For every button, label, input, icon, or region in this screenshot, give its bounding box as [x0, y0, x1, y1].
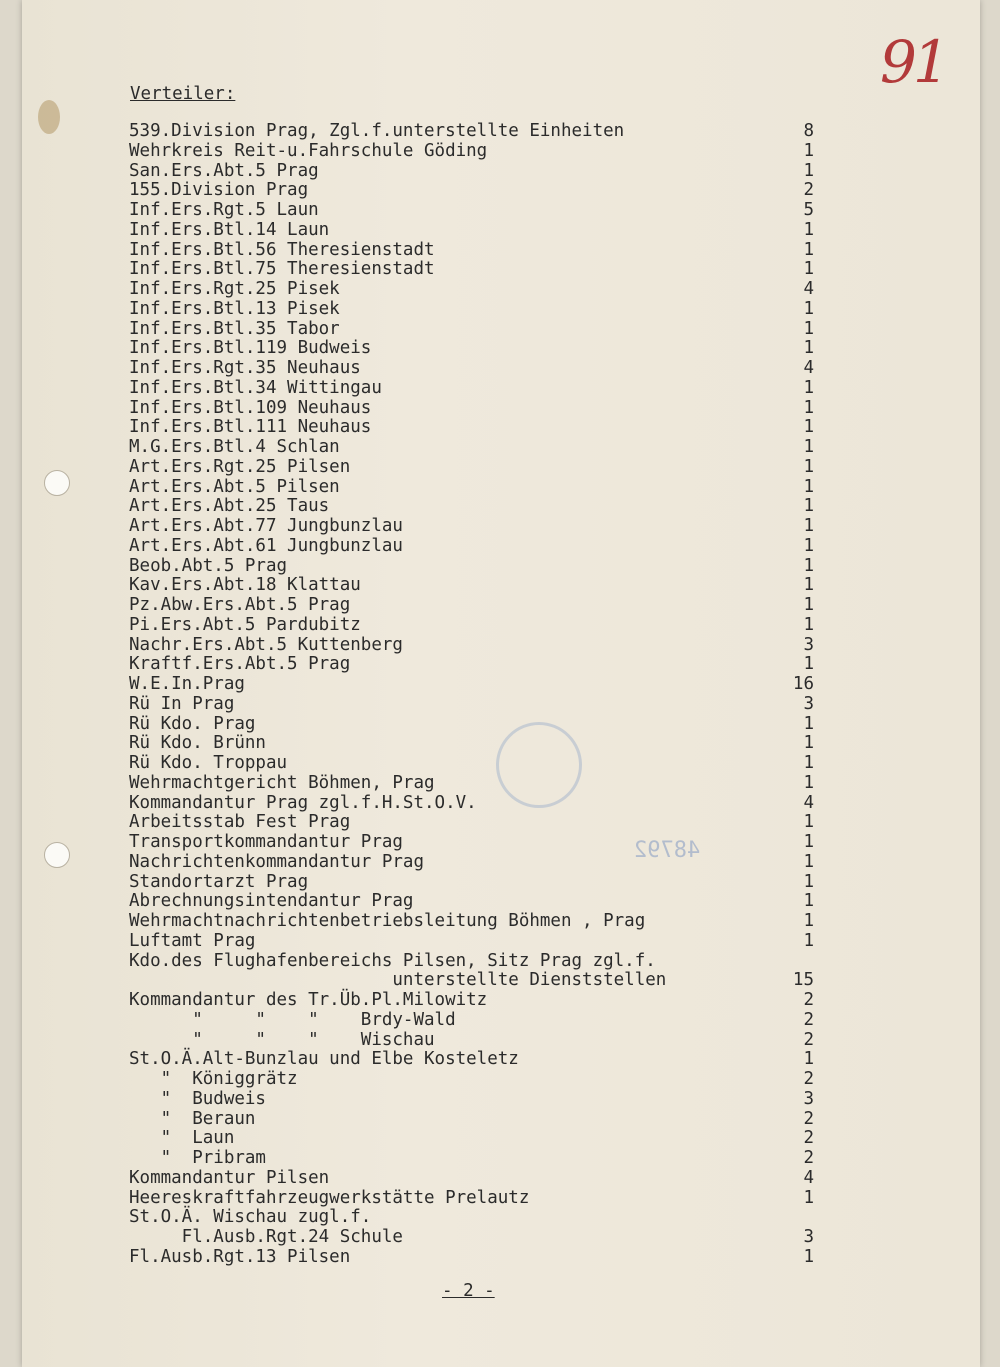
entry-recipient: Kommandantur Prag zgl.f.H.St.O.V. [129, 792, 477, 813]
entry-count: 4 [803, 1167, 814, 1188]
entry-recipient: " Budweis [129, 1088, 266, 1109]
entry-count: 1 [803, 476, 814, 497]
entry-count: 1 [803, 1187, 814, 1208]
entry-count: 1 [803, 753, 814, 773]
stamp-number: 48792 [634, 838, 701, 863]
distribution-entry [22, 774, 980, 794]
entry-recipient: Inf.Ers.Rgt.5 Laun [129, 200, 319, 220]
distribution-entry [22, 339, 980, 359]
distribution-entry [22, 892, 980, 912]
entry-count: 2 [803, 1029, 814, 1050]
distribution-entry [22, 1070, 980, 1090]
distribution-entry [22, 1189, 980, 1209]
distribution-entry [22, 1228, 980, 1248]
entry-count: 1 [803, 496, 814, 517]
distribution-entry [22, 1149, 980, 1169]
entry-count: 1 [803, 733, 814, 754]
distribution-entry [22, 1129, 980, 1149]
distribution-entry [22, 794, 980, 814]
distribution-entry [22, 260, 980, 280]
entry-count: 2 [803, 1069, 814, 1089]
distribution-entry [22, 1090, 980, 1110]
distribution-entry [22, 715, 980, 735]
entry-count: 3 [803, 634, 814, 655]
distribution-entry [22, 241, 980, 261]
entry-count: 1 [803, 219, 814, 240]
distribution-entry [22, 478, 980, 498]
entry-count: 1 [803, 140, 814, 161]
entry-count: 1 [803, 555, 814, 576]
entry-count: 1 [803, 456, 814, 477]
entry-count: 1 [803, 772, 814, 793]
entry-count: 1 [803, 377, 814, 398]
entry-recipient: Art.Ers.Abt.25 Taus [129, 496, 330, 517]
entry-count: 3 [803, 693, 814, 714]
entry-count: 1 [803, 595, 814, 615]
entry-count: 1 [803, 417, 814, 438]
entry-count: 1 [803, 318, 814, 339]
distribution-entry [22, 399, 980, 419]
entry-recipient: Kommandantur Pilsen [129, 1167, 330, 1188]
entry-recipient: Inf.Ers.Btl.111 Neuhaus [129, 417, 372, 438]
distribution-entry [22, 952, 980, 972]
entry-recipient: W.E.In.Prag [129, 674, 245, 694]
entry-count: 2 [803, 1108, 814, 1129]
entry-recipient: Art.Ers.Abt.77 Jungbunzlau [129, 516, 403, 536]
entry-recipient: Inf.Ers.Rgt.35 Neuhaus [129, 358, 361, 378]
entry-count: 1 [803, 516, 814, 536]
entry-recipient: Standortarzt Prag [129, 871, 309, 892]
entry-recipient: Art.Ers.Rgt.25 Pilsen [129, 456, 351, 477]
entry-count: 2 [803, 1009, 814, 1030]
entry-recipient: St.O.Ä. Wischau zugl.f. [129, 1207, 372, 1228]
entry-recipient: Art.Ers.Abt.5 Pilsen [129, 476, 340, 497]
entry-recipient: Beob.Abt.5 Prag [129, 555, 288, 576]
distribution-entry [22, 873, 980, 893]
entry-recipient: " " " Brdy-Wald [129, 1009, 456, 1030]
entry-recipient: Rü Kdo. Brünn [129, 733, 266, 754]
distribution-entry [22, 537, 980, 557]
distribution-heading: Verteiler: [130, 84, 236, 104]
entry-count: 1 [803, 160, 814, 181]
distribution-entry [22, 1031, 980, 1051]
entry-recipient: Nachrichtenkommandantur Prag [129, 851, 425, 872]
distribution-entry [22, 418, 980, 438]
entry-recipient: Wehrmachtnachrichtenbetriebsleitung Böhmen , Prag [129, 911, 646, 931]
entry-recipient: Inf.Ers.Btl.14 Laun [129, 219, 330, 240]
distribution-entry [22, 1050, 980, 1070]
entry-recipient: Inf.Ers.Btl.35 Tabor [129, 318, 340, 339]
entry-count: 3 [803, 1088, 814, 1109]
entry-recipient: Transportkommandantur Prag [129, 832, 403, 852]
distribution-entry [22, 142, 980, 162]
entry-count: 3 [803, 1227, 814, 1247]
entry-recipient: Luftamt Prag [129, 930, 256, 951]
distribution-entry [22, 162, 980, 182]
entry-count: 1 [803, 832, 814, 852]
entry-count: 2 [803, 180, 814, 201]
entry-recipient: Inf.Ers.Btl.109 Neuhaus [129, 397, 372, 418]
distribution-entry [22, 557, 980, 577]
distribution-entry [22, 320, 980, 340]
entry-count: 1 [803, 851, 814, 872]
distribution-entry [22, 122, 980, 142]
entry-recipient: Pz.Abw.Ers.Abt.5 Prag [129, 595, 351, 615]
entry-recipient: " Beraun [129, 1108, 256, 1129]
entry-recipient: " Laun [129, 1128, 235, 1149]
distribution-entry [22, 1248, 980, 1268]
distribution-entry [22, 438, 980, 458]
distribution-entry [22, 754, 980, 774]
distribution-entry [22, 734, 980, 754]
entry-recipient: " " " Wischau [129, 1029, 435, 1050]
distribution-list [22, 122, 980, 1268]
entry-count: 1 [803, 338, 814, 359]
distribution-entry [22, 912, 980, 932]
entry-count: 1 [803, 891, 814, 912]
distribution-entry [22, 1011, 980, 1031]
distribution-entry [22, 636, 980, 656]
distribution-entry [22, 201, 980, 221]
entry-recipient: " Königgrätz [129, 1069, 298, 1089]
entry-count: 2 [803, 990, 814, 1010]
entry-count: 1 [803, 930, 814, 951]
distribution-entry [22, 576, 980, 596]
entry-recipient: St.O.Ä.Alt-Bunzlau und Elbe Kosteletz [129, 1049, 519, 1070]
entry-recipient: Arbeitsstab Fest Prag [129, 812, 351, 833]
distribution-entry [22, 181, 980, 201]
distribution-entry [22, 932, 980, 952]
entry-count: 1 [803, 298, 814, 319]
entry-recipient: Inf.Ers.Btl.34 Wittingau [129, 377, 382, 398]
distribution-entry [22, 695, 980, 715]
distribution-entry [22, 1169, 980, 1189]
entry-count: 1 [803, 397, 814, 418]
entry-recipient: Kav.Ers.Abt.18 Klattau [129, 575, 361, 596]
entry-recipient: Rü Kdo. Troppau [129, 753, 288, 773]
entry-recipient: Art.Ers.Abt.61 Jungbunzlau [129, 535, 403, 556]
entry-recipient: Abrechnungsintendantur Prag [129, 891, 414, 912]
entry-count: 15 [792, 970, 814, 991]
entry-recipient: Pi.Ers.Abt.5 Pardubitz [129, 614, 361, 635]
entry-recipient: San.Ers.Abt.5 Prag [129, 160, 319, 181]
entry-count: 2 [803, 1128, 814, 1149]
distribution-entry [22, 458, 980, 478]
entry-recipient: " Pribram [129, 1148, 266, 1168]
distribution-entry [22, 616, 980, 636]
entry-recipient: Inf.Ers.Btl.56 Theresienstadt [129, 239, 435, 260]
entry-count: 4 [803, 792, 814, 813]
entry-count: 1 [803, 1049, 814, 1070]
entry-recipient: unterstellte Dienststellen [129, 970, 667, 991]
entry-count: 1 [803, 259, 814, 280]
entry-count: 16 [792, 674, 814, 694]
entry-recipient: Heereskraftfahrzeugwerkstätte Prelautz [129, 1187, 530, 1208]
distribution-entry [22, 497, 980, 517]
entry-recipient: Rü Kdo. Prag [129, 713, 256, 734]
distribution-entry [22, 517, 980, 537]
entry-count: 1 [803, 713, 814, 734]
distribution-entry [22, 221, 980, 241]
entry-count: 1 [803, 911, 814, 931]
document-page [22, 0, 980, 1367]
entry-recipient: Wehrkreis Reit-u.Fahrschule Göding [129, 140, 488, 161]
entry-count: 1 [803, 575, 814, 596]
distribution-entry [22, 1110, 980, 1130]
entry-recipient: Inf.Ers.Btl.119 Budweis [129, 338, 372, 359]
distribution-entry [22, 655, 980, 675]
entry-count: 1 [803, 239, 814, 260]
entry-recipient: Inf.Ers.Rgt.25 Pisek [129, 279, 340, 299]
page-number: - 2 - [442, 1281, 495, 1301]
distribution-entry [22, 596, 980, 616]
entry-count: 1 [803, 654, 814, 675]
entry-count: 1 [803, 535, 814, 556]
distribution-entry [22, 379, 980, 399]
distribution-entry [22, 675, 980, 695]
entry-recipient: Rü In Prag [129, 693, 235, 714]
distribution-entry [22, 991, 980, 1011]
entry-recipient: Kommandantur des Tr.Üb.Pl.Milowitz [129, 990, 488, 1010]
entry-count: 1 [803, 1246, 814, 1267]
entry-recipient: Fl.Ausb.Rgt.24 Schule [129, 1227, 403, 1247]
entry-count: 4 [803, 279, 814, 299]
distribution-entry [22, 300, 980, 320]
entry-recipient: Kraftf.Ers.Abt.5 Prag [129, 654, 351, 675]
entry-count: 1 [803, 812, 814, 833]
entry-recipient: Inf.Ers.Btl.75 Theresienstadt [129, 259, 435, 280]
entry-recipient: Kdo.des Flughafenbereichs Pilsen, Sitz Prag zgl.f. [129, 950, 656, 971]
entry-recipient: 155.Division Prag [129, 180, 309, 201]
entry-recipient: 539.Division Prag, Zgl.f.unterstellte Einheiten [129, 121, 625, 141]
entry-count: 4 [803, 358, 814, 378]
distribution-entry [22, 1208, 980, 1228]
entry-count: 1 [803, 437, 814, 457]
distribution-entry [22, 971, 980, 991]
entry-count: 8 [803, 121, 814, 141]
distribution-entry [22, 853, 980, 873]
entry-count: 1 [803, 871, 814, 892]
distribution-entry [22, 280, 980, 300]
entry-recipient: M.G.Ers.Btl.4 Schlan [129, 437, 340, 457]
distribution-entry [22, 813, 980, 833]
distribution-entry [22, 833, 980, 853]
entry-count: 1 [803, 614, 814, 635]
entry-count: 2 [803, 1148, 814, 1168]
entry-recipient: Inf.Ers.Btl.13 Pisek [129, 298, 340, 319]
entry-recipient: Wehrmachtgericht Böhmen, Prag [129, 772, 435, 793]
entry-recipient: Nachr.Ers.Abt.5 Kuttenberg [129, 634, 403, 655]
entry-recipient: Fl.Ausb.Rgt.13 Pilsen [129, 1246, 351, 1267]
folio-number: 91 [880, 28, 946, 96]
entry-count: 5 [803, 200, 814, 220]
distribution-entry [22, 359, 980, 379]
